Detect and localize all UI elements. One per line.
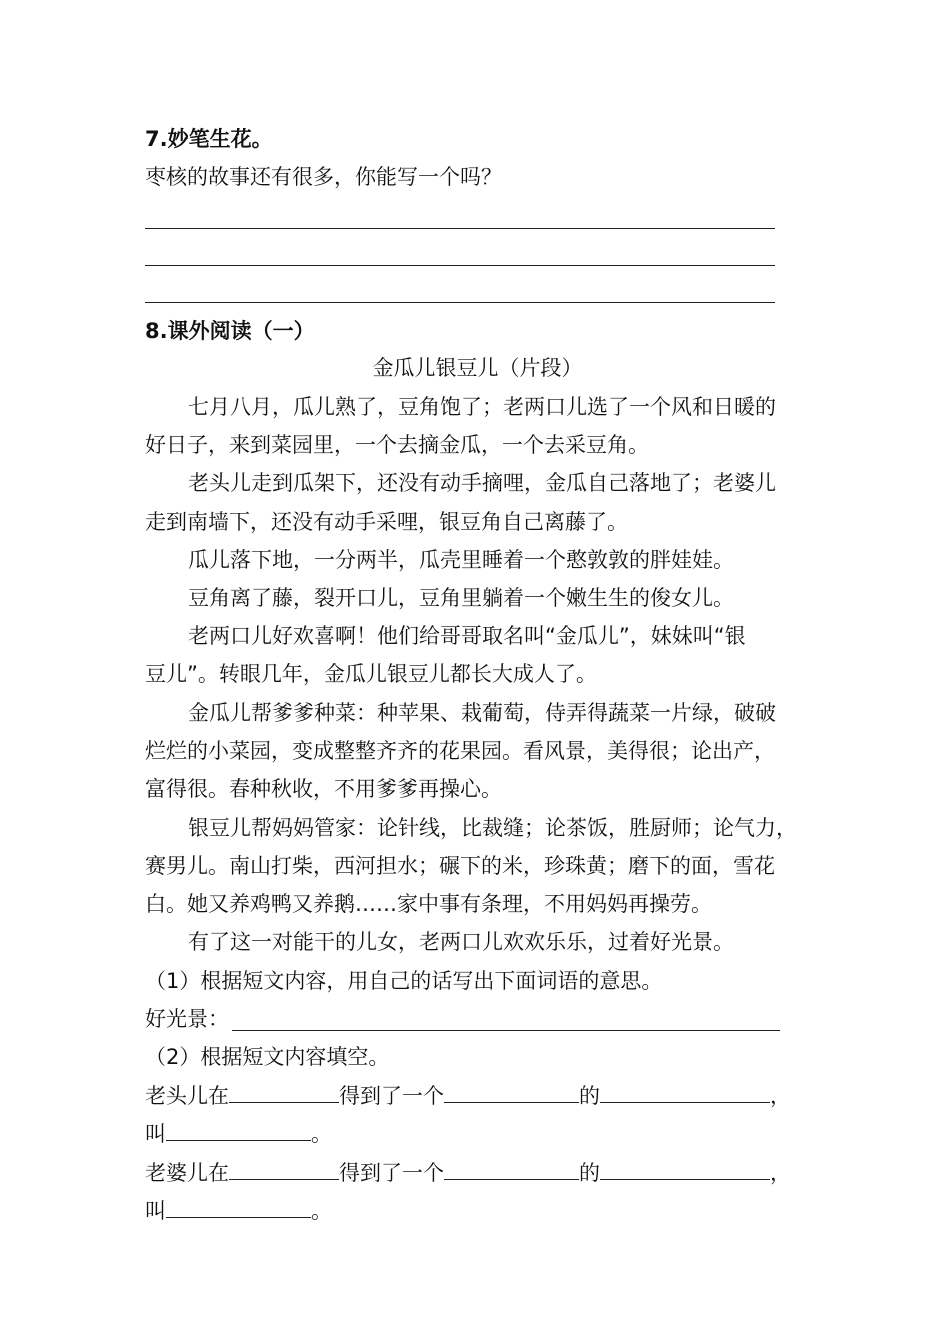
passage-line: 瓜儿落下地，一分两半，瓜壳里睡着一个憨敦敦的胖娃娃。 (188, 548, 734, 572)
passage-line: 老头儿走到瓜架下，还没有动手摘哩，金瓜自己落地了；老婆儿 (188, 471, 776, 495)
question-8-heading: 8.课外阅读（一） (145, 319, 315, 343)
passage-line: 老两口儿好欢喜啊！他们给哥哥取名叫“金瓜儿”，妹妹叫“银 (188, 624, 746, 648)
fill-blank-description[interactable] (444, 1080, 579, 1103)
fill-blank-object[interactable] (600, 1157, 770, 1180)
fill-text: ， (770, 1084, 791, 1108)
fill-blank-object[interactable] (600, 1080, 770, 1103)
answer-blank-meaning[interactable] (232, 1030, 780, 1031)
question-7-heading: 7.妙笔生花。 (145, 127, 273, 151)
passage-line: 七月八月，瓜儿熟了，豆角饱了；老两口儿选了一个风和日暖的 (188, 395, 776, 419)
fill-text: 老头儿在 (145, 1084, 229, 1108)
passage-line: 赛男儿。南山打柴，西河担水；碾下的米，珍珠黄；磨下的面，雪花 (145, 854, 775, 878)
fill-text: 的 (579, 1084, 600, 1108)
fill-blank-place[interactable] (229, 1157, 339, 1180)
fill-text: 。 (311, 1122, 332, 1146)
passage-line: 好日子，来到菜园里，一个去摘金瓜，一个去采豆角。 (145, 433, 649, 457)
question-7-prompt: 枣核的故事还有很多，你能写一个吗？ (145, 165, 502, 189)
passage-line: 金瓜儿帮爹爹种菜：种苹果、栽葡萄，侍弄得蔬菜一片绿，破破 (188, 701, 776, 725)
fill-blank-name[interactable] (166, 1195, 311, 1218)
fill-text: 的 (579, 1161, 600, 1185)
passage-line: 走到南墙下，还没有动手采哩，银豆角自己离藤了。 (145, 510, 628, 534)
fill-text: 叫 (145, 1122, 166, 1146)
fill-text: 得到了一个 (339, 1084, 444, 1108)
passage-line: 豆角离了藤，裂开口儿，豆角里躺着一个嫩生生的俊女儿。 (188, 586, 734, 610)
fill-row-2 (145, 1115, 810, 1153)
fill-row-3 (145, 1154, 810, 1192)
sub-question-2: （2）根据短文内容填空。 (145, 1045, 390, 1069)
passage-line: 烂烂的小菜园，变成整整齐齐的花果园。看风景，美得很；论出产， (145, 739, 775, 763)
fill-text: 叫 (145, 1199, 166, 1223)
fill-text: ， (770, 1161, 791, 1185)
passage-line: 富得很。春种秋收，不用爹爹再操心。 (145, 777, 502, 801)
answer-line-3[interactable] (145, 302, 775, 303)
sub-question-1: （1）根据短文内容，用自己的话写出下面词语的意思。 (145, 969, 663, 993)
passage-line: 豆儿”。转眼几年，金瓜儿银豆儿都长大成人了。 (145, 662, 597, 686)
passage-line: 银豆儿帮妈妈管家：论针线，比裁缝；论茶饭，胜厨师；论气力， (188, 816, 797, 840)
fill-row-1 (145, 1077, 810, 1115)
fill-text: 得到了一个 (339, 1161, 444, 1185)
term-label: 好光景： (145, 1007, 229, 1031)
answer-line-1[interactable] (145, 228, 775, 229)
fill-blank-place[interactable] (229, 1080, 339, 1103)
fill-blank-description[interactable] (444, 1157, 579, 1180)
fill-row-4 (145, 1192, 810, 1230)
passage-title: 金瓜儿银豆儿（片段） (372, 356, 583, 380)
answer-line-2[interactable] (145, 265, 775, 266)
passage-line: 有了这一对能干的儿女，老两口儿欢欢乐乐，过着好光景。 (188, 930, 734, 954)
fill-blank-name[interactable] (166, 1118, 311, 1141)
passage-line: 白。她又养鸡鸭又养鹅……家中事有条理，不用妈妈再操劳。 (145, 892, 712, 916)
sub-question-1-answer-row (145, 1000, 810, 1038)
fill-text: 老婆儿在 (145, 1161, 229, 1185)
fill-text: 。 (311, 1199, 332, 1223)
